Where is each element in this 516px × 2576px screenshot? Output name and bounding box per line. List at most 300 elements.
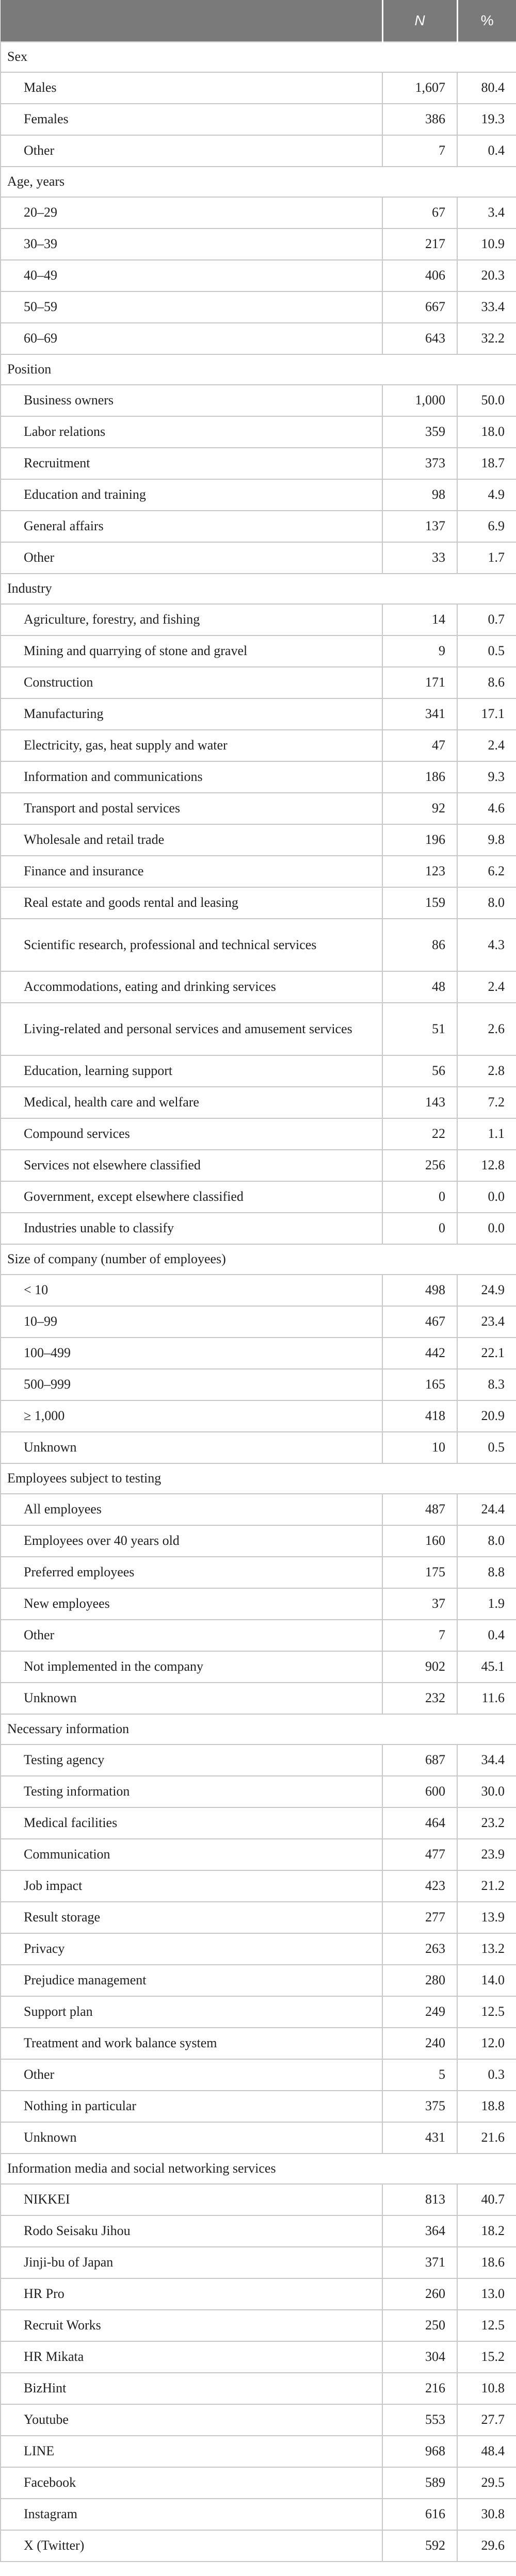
table-row [1,2028,516,2059]
row-percent-value: 0.3 [457,2059,516,2091]
table-row [1,2091,516,2122]
row-n-value: 165 [382,1369,457,1400]
row-percent-value: 2.4 [457,971,516,1003]
row-percent-value: 11.6 [457,1683,516,1714]
row-n-value: 341 [382,698,457,730]
row-n-value: 186 [382,761,457,793]
row-percent-value: 13.2 [457,1933,516,1965]
table-row [1,793,516,824]
row-label: Agriculture, forestry, and fishing [1,604,382,635]
section-header-row [1,574,516,604]
row-percent-value: 4.3 [457,919,516,971]
row-n-value: 260 [382,2278,457,2310]
table-row [1,1150,516,1181]
row-percent-value: 20.9 [457,1400,516,1432]
row-percent-value: 18.2 [457,2215,516,2247]
row-percent-value: 1.7 [457,542,516,574]
row-percent-value: 0.4 [457,1620,516,1651]
row-label: 60–69 [1,323,382,354]
table-row [1,1933,516,1965]
table-row [1,1651,516,1683]
row-percent-value: 12.5 [457,2310,516,2341]
section-title: Information media and social networking services [1,2154,516,2184]
table-row [1,2122,516,2154]
row-percent-value: 4.9 [457,479,516,511]
row-percent-value: 6.2 [457,856,516,887]
row-n-value: 418 [382,1400,457,1432]
row-label: 30–39 [1,229,382,260]
row-percent-value: 0.5 [457,1432,516,1463]
row-n-value: 196 [382,824,457,856]
section-header-row [1,1714,516,1744]
row-n-value: 553 [382,2404,457,2436]
row-n-value: 175 [382,1557,457,1588]
row-percent-value: 30.8 [457,2499,516,2530]
row-percent-value: 12.0 [457,2028,516,2059]
table-row [1,1683,516,1714]
row-percent-value: 2.4 [457,730,516,761]
row-percent-value: 80.4 [457,72,516,104]
table-row [1,1432,516,1463]
row-percent-value: 0.0 [457,1213,516,1244]
table-row [1,2247,516,2278]
row-label: Not implemented in the company [1,1651,382,1683]
table-row [1,1338,516,1369]
row-label: Medical, health care and welfare [1,1087,382,1118]
table-row [1,511,516,542]
table-row [1,2184,516,2215]
section-title: Necessary information [1,1714,516,1744]
row-percent-value: 2.6 [457,1003,516,1055]
table-row [1,919,516,971]
table-row [1,1369,516,1400]
row-label: Privacy [1,1933,382,1965]
row-percent-value: 13.0 [457,2278,516,2310]
row-label: 100–499 [1,1338,382,1369]
section-title: Size of company (number of employees) [1,1244,516,1275]
section-header-row [1,1463,516,1494]
section-title: Industry [1,574,516,604]
row-n-value: 92 [382,793,457,824]
row-percent-value: 18.0 [457,416,516,448]
row-percent-value: 24.9 [457,1275,516,1306]
row-n-value: 7 [382,135,457,167]
row-n-value: 373 [382,448,457,479]
table-row [1,1118,516,1150]
row-percent-value: 23.4 [457,1306,516,1338]
row-label: Finance and insurance [1,856,382,887]
header-row [1,0,516,42]
row-label: ≥ 1,000 [1,1400,382,1432]
row-label: < 10 [1,1275,382,1306]
row-percent-value: 2.8 [457,1055,516,1087]
table-row [1,635,516,667]
row-n-value: 171 [382,667,457,698]
row-percent-value: 4.6 [457,793,516,824]
table-row [1,604,516,635]
table-row [1,1620,516,1651]
row-label: Youtube [1,2404,382,2436]
row-n-value: 386 [382,104,457,135]
row-n-value: 250 [382,2310,457,2341]
row-n-value: 0 [382,1213,457,1244]
row-percent-value: 48.4 [457,2436,516,2467]
row-n-value: 67 [382,197,457,229]
row-label: BizHint [1,2373,382,2404]
row-n-value: 280 [382,1965,457,1996]
row-n-value: 98 [382,479,457,511]
row-label: Communication [1,1839,382,1870]
row-n-value: 33 [382,542,457,574]
row-n-value: 10 [382,1432,457,1463]
row-label: LINE [1,2436,382,2467]
row-n-value: 263 [382,1933,457,1965]
row-label: Compound services [1,1118,382,1150]
row-label: X (Twitter) [1,2530,382,2562]
row-percent-value: 1.1 [457,1118,516,1150]
row-n-value: 159 [382,887,457,919]
row-n-value: 123 [382,856,457,887]
row-percent-value: 0.0 [457,1181,516,1213]
section-title: Employees subject to testing [1,1463,516,1494]
row-n-value: 86 [382,919,457,971]
row-percent-value: 50.0 [457,385,516,416]
table-row [1,1807,516,1839]
row-label: Females [1,104,382,135]
table-row [1,1870,516,1902]
row-n-value: 968 [382,2436,457,2467]
row-percent-value: 10.9 [457,229,516,260]
section-header-row [1,1244,516,1275]
row-label: Services not elsewhere classified [1,1150,382,1181]
row-label: Prejudice management [1,1965,382,1996]
table-row [1,2215,516,2247]
row-percent-value: 8.8 [457,1557,516,1588]
row-label: Recruitment [1,448,382,479]
table-row [1,2499,516,2530]
table-row [1,542,516,574]
row-percent-value: 21.2 [457,1870,516,1902]
row-percent-value: 12.5 [457,1996,516,2028]
section-title: Position [1,354,516,385]
table-row [1,1557,516,1588]
row-n-value: 467 [382,1306,457,1338]
row-n-value: 22 [382,1118,457,1150]
row-label: Nothing in particular [1,2091,382,2122]
row-percent-value: 15.2 [457,2341,516,2373]
row-percent-value: 45.1 [457,1651,516,1683]
row-n-value: 0 [382,1181,457,1213]
row-label: Transport and postal services [1,793,382,824]
row-n-value: 232 [382,1683,457,1714]
row-n-value: 371 [382,2247,457,2278]
section-header-row [1,167,516,197]
table-row [1,323,516,354]
row-label: General affairs [1,511,382,542]
row-label: 20–29 [1,197,382,229]
row-n-value: 902 [382,1651,457,1683]
row-label: HR Mikata [1,2341,382,2373]
row-label: 50–59 [1,291,382,323]
table-row [1,1055,516,1087]
row-label: Mining and quarrying of stone and gravel [1,635,382,667]
table-row [1,1744,516,1776]
row-n-value: 216 [382,2373,457,2404]
row-label: Jinji-bu of Japan [1,2247,382,2278]
row-percent-value: 14.0 [457,1965,516,1996]
table-row [1,260,516,291]
row-label: Preferred employees [1,1557,382,1588]
row-label: Support plan [1,1996,382,2028]
row-percent-value: 9.8 [457,824,516,856]
table-row [1,887,516,919]
table-row [1,448,516,479]
row-label: Job impact [1,1870,382,1902]
row-label: Scientific research, professional and technical services [1,919,382,971]
row-percent-value: 20.3 [457,260,516,291]
row-n-value: 143 [382,1087,457,1118]
table-row [1,2373,516,2404]
table-row [1,1003,516,1055]
row-percent-value: 0.4 [457,135,516,167]
row-percent-value: 29.5 [457,2467,516,2499]
table-row [1,291,516,323]
row-n-value: 47 [382,730,457,761]
table-header [1,0,516,42]
table-row [1,1181,516,1213]
row-label: Males [1,72,382,104]
row-n-value: 667 [382,291,457,323]
table-row [1,761,516,793]
row-label: Instagram [1,2499,382,2530]
row-percent-value: 32.2 [457,323,516,354]
table-row [1,135,516,167]
row-label: Real estate and goods rental and leasing [1,887,382,919]
row-label: 40–49 [1,260,382,291]
table-row [1,197,516,229]
row-n-value: 1,607 [382,72,457,104]
row-label: Construction [1,667,382,698]
row-n-value: 464 [382,1807,457,1839]
table-row [1,2059,516,2091]
table-row [1,1275,516,1306]
row-label: Other [1,2059,382,2091]
table-row [1,1965,516,1996]
row-label: Facebook [1,2467,382,2499]
table-row [1,229,516,260]
row-percent-value: 29.6 [457,2530,516,2562]
row-n-value: 616 [382,2499,457,2530]
row-percent-value: 1.9 [457,1588,516,1620]
row-n-value: 240 [382,2028,457,2059]
section-header-row [1,354,516,385]
table-row [1,416,516,448]
row-n-value: 687 [382,1744,457,1776]
row-n-value: 477 [382,1839,457,1870]
section-header-row [1,2154,516,2184]
table-row [1,479,516,511]
row-n-value: 14 [382,604,457,635]
row-percent-value: 13.9 [457,1902,516,1933]
row-n-value: 160 [382,1525,457,1557]
row-n-value: 249 [382,1996,457,2028]
row-n-value: 277 [382,1902,457,1933]
row-n-value: 48 [382,971,457,1003]
header-percent-col: % [457,0,516,42]
row-n-value: 5 [382,2059,457,2091]
table-row [1,1839,516,1870]
row-percent-value: 22.1 [457,1338,516,1369]
table-row [1,2341,516,2373]
table-row [1,2467,516,2499]
row-n-value: 359 [382,416,457,448]
row-percent-value: 0.5 [457,635,516,667]
section-title: Sex [1,42,516,72]
row-percent-value: 0.7 [457,604,516,635]
row-label: 10–99 [1,1306,382,1338]
header-label-col [1,0,382,42]
row-n-value: 813 [382,2184,457,2215]
row-n-value: 51 [382,1003,457,1055]
row-percent-value: 34.4 [457,1744,516,1776]
row-percent-value: 9.3 [457,761,516,793]
row-percent-value: 27.7 [457,2404,516,2436]
table-row [1,1306,516,1338]
table-row [1,1525,516,1557]
row-percent-value: 8.0 [457,1525,516,1557]
row-label: Manufacturing [1,698,382,730]
row-n-value: 137 [382,511,457,542]
row-percent-value: 3.4 [457,197,516,229]
row-percent-value: 18.8 [457,2091,516,2122]
row-label: Education and training [1,479,382,511]
row-n-value: 9 [382,635,457,667]
table-row [1,104,516,135]
row-label: Information and communications [1,761,382,793]
row-percent-value: 19.3 [457,104,516,135]
row-n-value: 498 [382,1275,457,1306]
row-label: Other [1,542,382,574]
row-n-value: 589 [382,2467,457,2499]
row-n-value: 56 [382,1055,457,1087]
row-percent-value: 33.4 [457,291,516,323]
row-percent-value: 17.1 [457,698,516,730]
row-n-value: 600 [382,1776,457,1807]
table-row [1,2530,516,2562]
row-label: HR Pro [1,2278,382,2310]
section-header-row [1,42,516,72]
row-n-value: 431 [382,2122,457,2154]
row-n-value: 256 [382,1150,457,1181]
row-percent-value: 40.7 [457,2184,516,2215]
row-label: Employees over 40 years old [1,1525,382,1557]
row-label: Education, learning support [1,1055,382,1087]
table-row [1,1213,516,1244]
table-row [1,1087,516,1118]
row-label: 500–999 [1,1369,382,1400]
row-n-value: 7 [382,1620,457,1651]
row-percent-value: 30.0 [457,1776,516,1807]
row-label: Government, except elsewhere classified [1,1181,382,1213]
row-percent-value: 8.0 [457,887,516,919]
table-row [1,2310,516,2341]
table-row [1,72,516,104]
table-row [1,856,516,887]
table-row [1,1400,516,1432]
row-n-value: 304 [382,2341,457,2373]
row-percent-value: 23.9 [457,1839,516,1870]
row-label: Living-related and personal services and amusement services [1,1003,382,1055]
row-percent-value: 18.6 [457,2247,516,2278]
row-n-value: 364 [382,2215,457,2247]
row-percent-value: 12.8 [457,1150,516,1181]
table-row [1,1902,516,1933]
row-n-value: 643 [382,323,457,354]
table-row [1,824,516,856]
row-label: Rodo Seisaku Jihou [1,2215,382,2247]
table-row [1,2278,516,2310]
row-label: Treatment and work balance system [1,2028,382,2059]
row-label: Business owners [1,385,382,416]
row-label: Unknown [1,1683,382,1714]
row-percent-value: 10.8 [457,2373,516,2404]
row-label: Medical facilities [1,1807,382,1839]
row-n-value: 442 [382,1338,457,1369]
section-title: Age, years [1,167,516,197]
row-label: Other [1,1620,382,1651]
table-row [1,730,516,761]
row-n-value: 592 [382,2530,457,2562]
row-percent-value: 6.9 [457,511,516,542]
row-n-value: 406 [382,260,457,291]
table-row [1,698,516,730]
row-label: Recruit Works [1,2310,382,2341]
row-label: All employees [1,1494,382,1525]
row-label: Unknown [1,2122,382,2154]
row-label: Testing information [1,1776,382,1807]
row-label: Unknown [1,1432,382,1463]
row-label: Electricity, gas, heat supply and water [1,730,382,761]
row-label: Testing agency [1,1744,382,1776]
table-row [1,1588,516,1620]
row-label: Accommodations, eating and drinking services [1,971,382,1003]
table-row [1,2436,516,2467]
table-row [1,1776,516,1807]
table-body [1,42,516,2562]
header-n-col: N [382,0,457,42]
row-n-value: 37 [382,1588,457,1620]
row-label: NIKKEI [1,2184,382,2215]
row-label: Wholesale and retail trade [1,824,382,856]
table-row [1,971,516,1003]
row-percent-value: 8.3 [457,1369,516,1400]
row-n-value: 375 [382,2091,457,2122]
row-percent-value: 21.6 [457,2122,516,2154]
table-row [1,1996,516,2028]
row-percent-value: 7.2 [457,1087,516,1118]
table-row [1,1494,516,1525]
row-label: Result storage [1,1902,382,1933]
table-row [1,385,516,416]
table-row [1,667,516,698]
row-label: Industries unable to classify [1,1213,382,1244]
row-percent-value: 8.6 [457,667,516,698]
row-n-value: 423 [382,1870,457,1902]
row-percent-value: 24.4 [457,1494,516,1525]
row-percent-value: 18.7 [457,448,516,479]
row-label: Other [1,135,382,167]
table-row [1,2404,516,2436]
